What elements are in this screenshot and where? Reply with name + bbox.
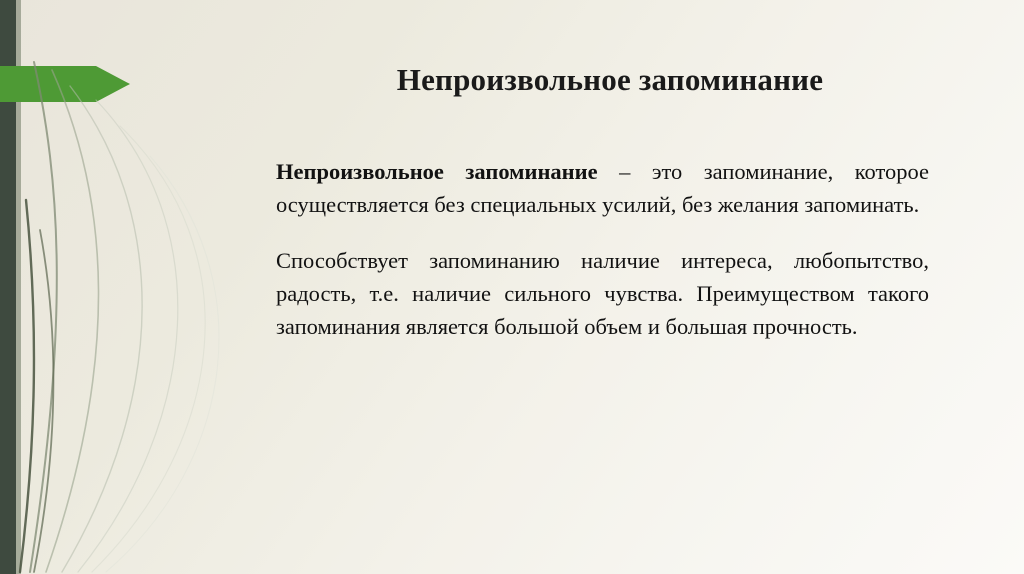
paragraph-definition-text: – это запоминание, которое осуществляется без специальных усилий, без желания запоминать. bbox=[276, 159, 929, 218]
paragraph-definition bbox=[276, 155, 929, 222]
page-title: Непроизвольное запоминание bbox=[396, 62, 824, 97]
slide-body bbox=[276, 155, 929, 343]
paragraph-details-text: Способствует запоминанию наличие интереса, любопытство, радость, т.е. наличие сильного чувства. Преимуществом такого запоминания является большой объем и большая прочность. bbox=[276, 247, 929, 340]
paragraph-details bbox=[276, 244, 929, 344]
paragraph-lead-term: Непроизвольное запоминание bbox=[276, 159, 598, 184]
green-arrow-icon bbox=[0, 62, 130, 106]
